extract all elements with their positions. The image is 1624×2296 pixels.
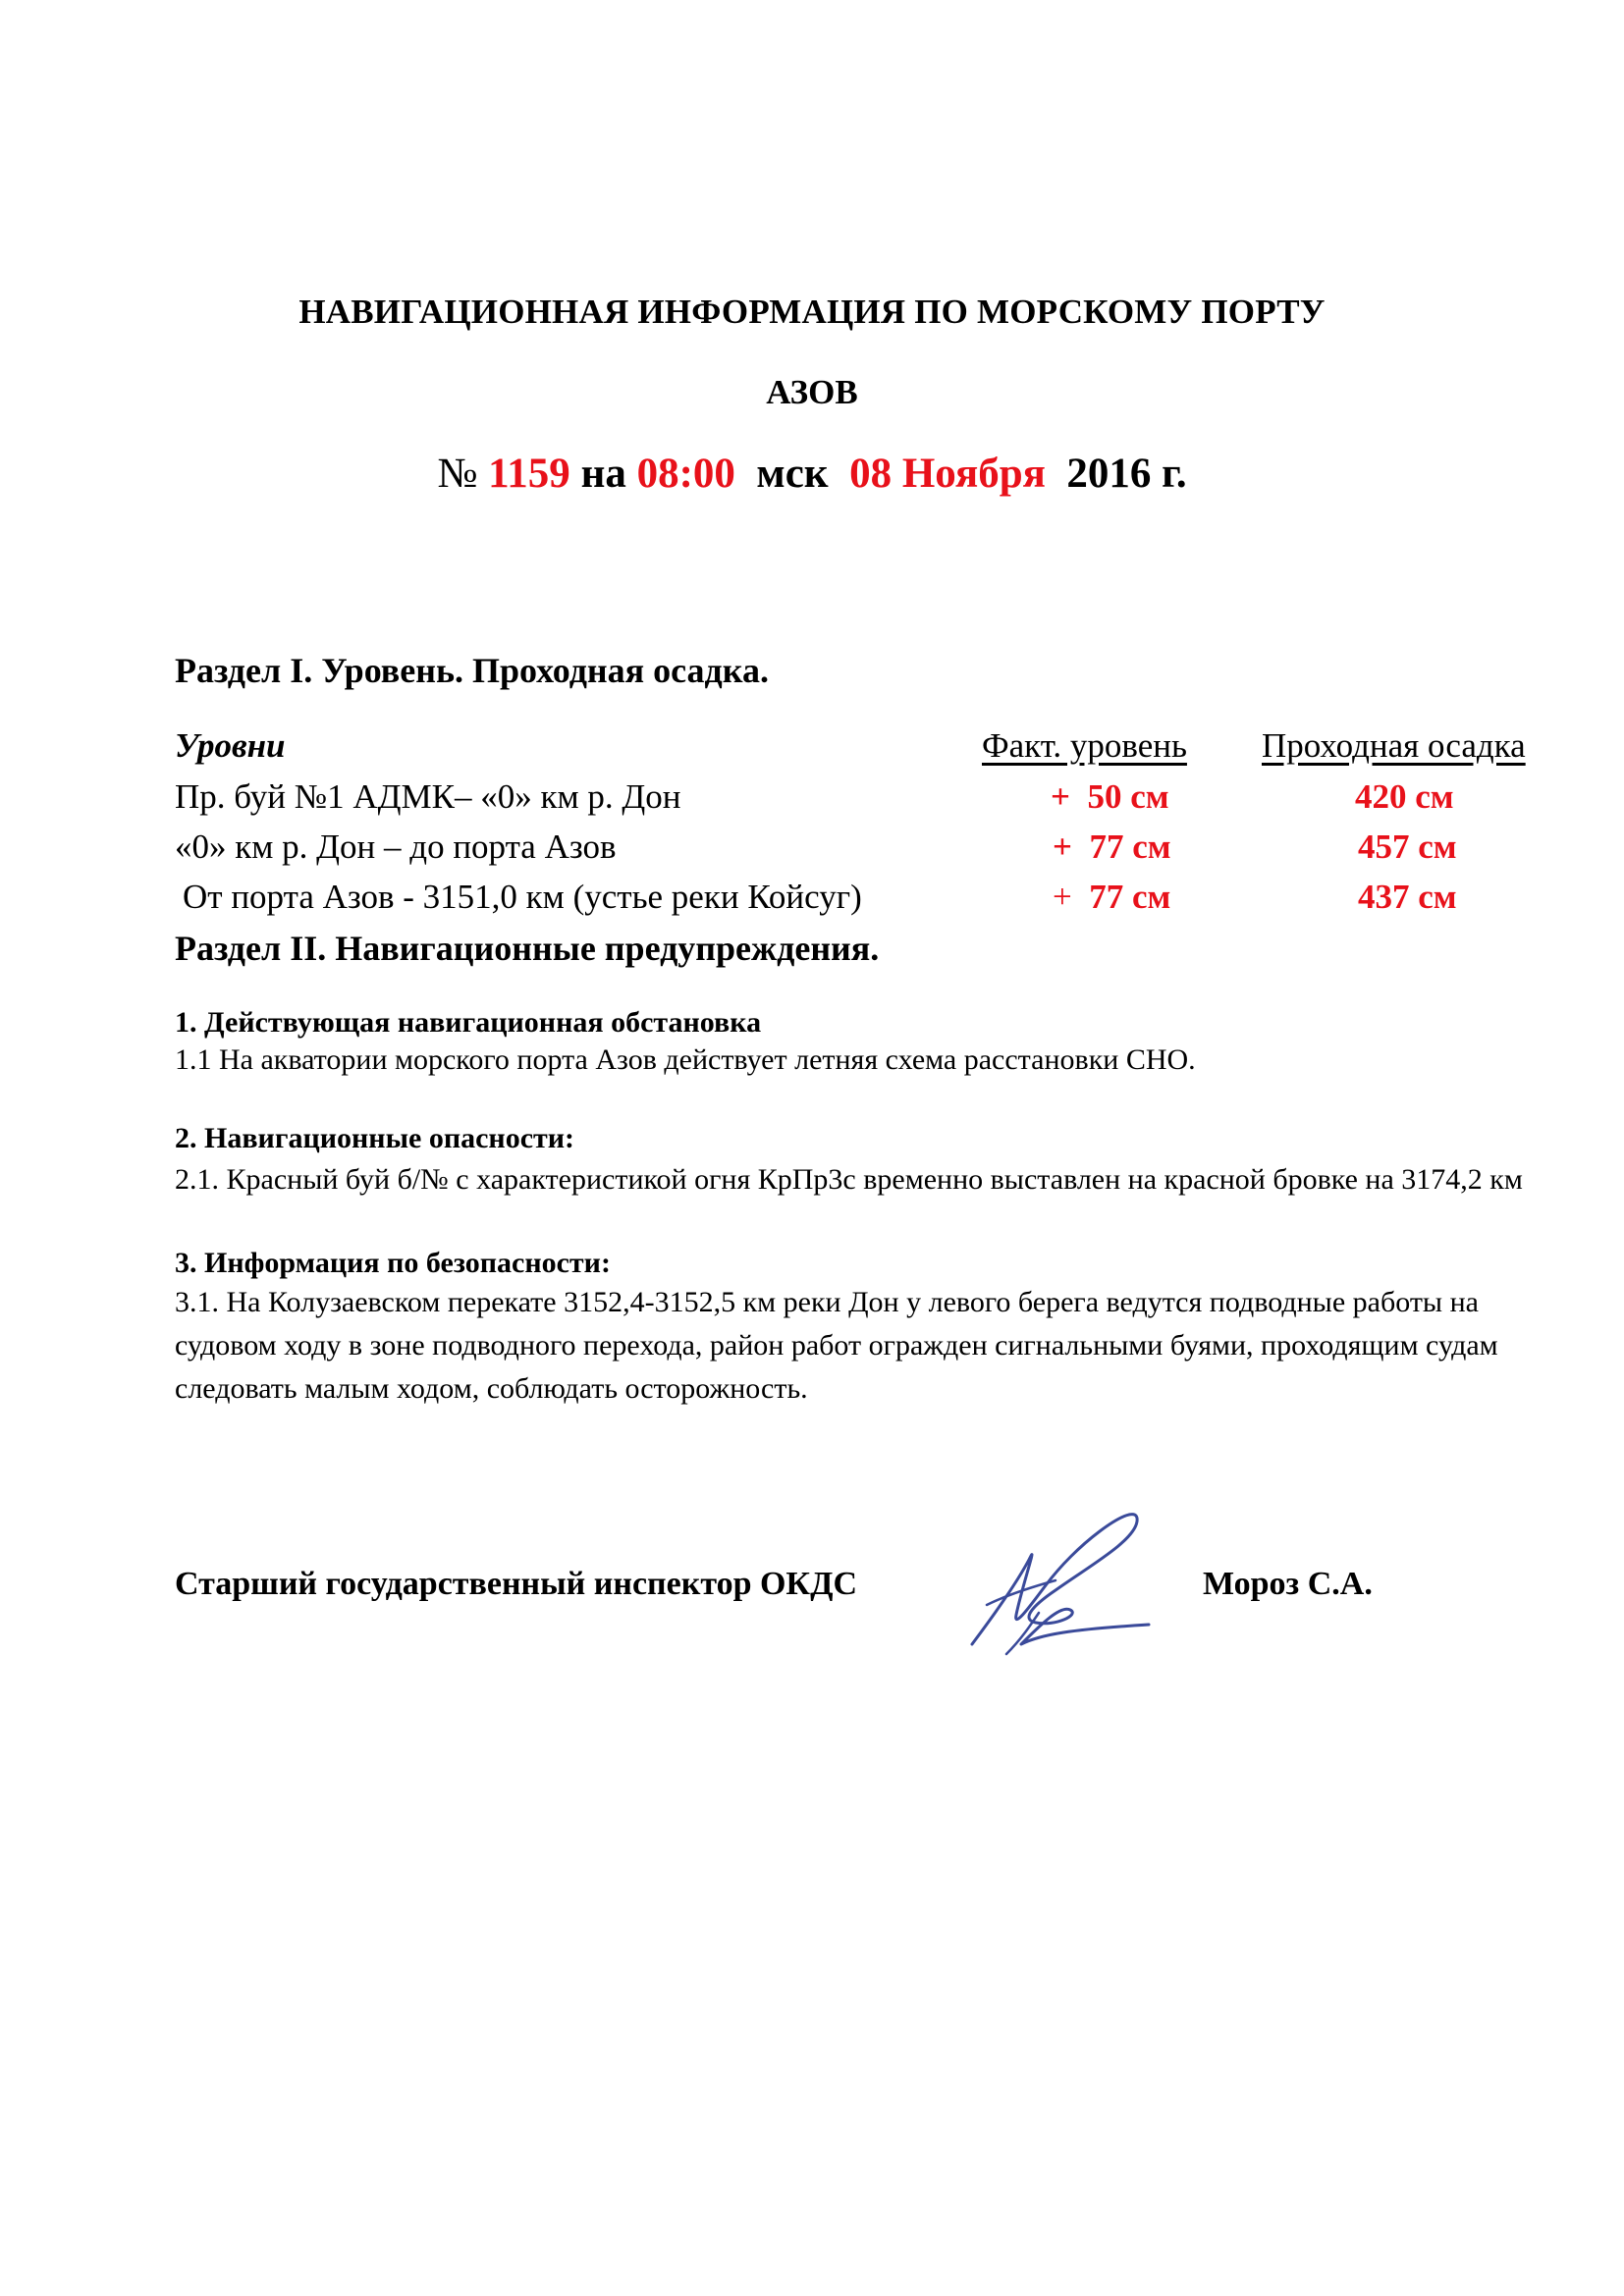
fact-level-value xyxy=(1053,878,1170,917)
draft-column-header: Проходная осадка xyxy=(1262,726,1526,765)
on-label: на xyxy=(580,451,626,497)
level-row-label: Пр. буй №1 АДМК– «0» км р. Дон xyxy=(175,777,681,816)
fact-level-value xyxy=(1053,828,1171,867)
sign: + xyxy=(1053,878,1072,916)
document-title: НАВИГАЦИОННАЯ ИНФОРМАЦИЯ ПО МОРСКОМУ ПОРТУ xyxy=(298,293,1326,331)
fact-level-value xyxy=(1051,777,1169,817)
number-prefix: № xyxy=(437,451,478,497)
warning-text: 2.1. Красный буй б/№ с характеристикой огня КрПр3с временно выставлен на красной бровке на 3174,2 км xyxy=(175,1163,1523,1196)
draft-value: 437 см xyxy=(1358,878,1457,916)
draft-value: 457 см xyxy=(1358,828,1457,866)
port-name: АЗОВ xyxy=(766,373,858,411)
level-row-label: «0» км р. Дон – до порта Азов xyxy=(175,828,617,866)
fact-value: 77 см xyxy=(1089,878,1171,916)
bulletin-number: 1159 xyxy=(488,451,570,497)
warning-text: 1.1 На акватории морского порта Азов действует летняя схема расстановки СНО. xyxy=(175,1043,1196,1076)
bulletin-number-line xyxy=(0,450,1624,498)
warning-title: 3. Информация по безопасности: xyxy=(175,1247,611,1279)
warning-title: 2. Навигационные опасности: xyxy=(175,1122,575,1154)
timezone: мск xyxy=(756,451,829,497)
fact-value: 77 см xyxy=(1089,828,1171,866)
warning-text: 3.1. На Колузаевском перекате 3152,4-3152,5 км реки Дон у левого берега ведутся подводные работы на судовом ходу в зоне подводного перехода, район работ огражден сигнальными буями, проходящим судам следовать малым ходом, соблюдать осторожность. xyxy=(175,1286,1498,1405)
draft-value: 420 см xyxy=(1355,777,1454,816)
bulletin-date: 08 Ноября xyxy=(849,451,1046,497)
level-row-label: От порта Азов - 3151,0 км (устье реки Койсуг) xyxy=(183,878,862,916)
section1-heading: Раздел I. Уровень. Проходная осадка. xyxy=(175,651,769,690)
fact-level-column-header: Факт. уровень xyxy=(982,726,1187,765)
bulletin-year: 2016 г. xyxy=(1066,451,1187,497)
signer-name: Мороз С.А. xyxy=(1203,1566,1373,1602)
signer-position: Старший государственный инспектор ОКДС xyxy=(175,1566,858,1602)
handwritten-signature xyxy=(962,1497,1159,1669)
fact-value: 50 см xyxy=(1087,777,1169,816)
section2-heading: Раздел II. Навигационные предупреждения. xyxy=(175,929,880,968)
bulletin-time: 08:00 xyxy=(636,451,735,497)
sign: + xyxy=(1051,777,1070,816)
levels-label: Уровни xyxy=(175,726,286,765)
warning-title: 1. Действующая навигационная обстановка xyxy=(175,1006,762,1039)
sign: + xyxy=(1053,828,1072,866)
